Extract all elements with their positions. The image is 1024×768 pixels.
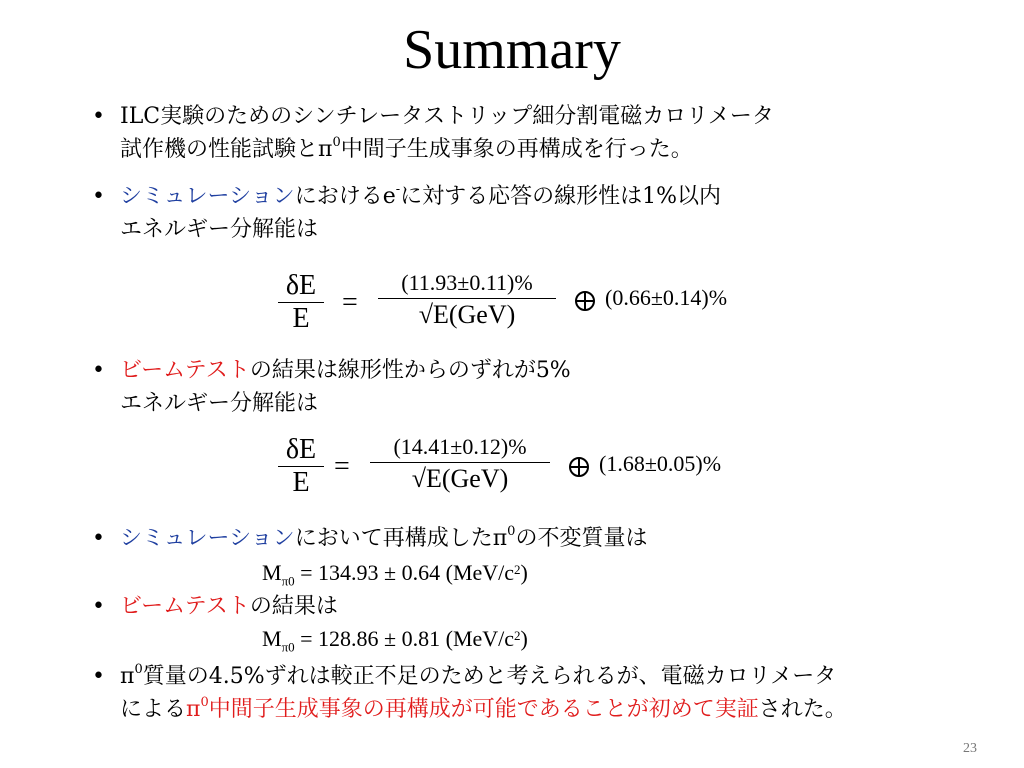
equals-sign: = [334,451,350,482]
beamtest-label: ビームテスト [120,358,250,383]
constant-term: (1.68±0.05)% [599,451,722,476]
bullet-4-line-1: シミュレーションにおいて再構成した$\pi^0$の不変質量は [120,524,648,551]
bullet-1-line-1: ILC実験のためのシンチレータストリップ細分割電磁カロリメータ [120,104,774,129]
page-number: 23 [963,741,977,756]
mass-sim: $M_{\pi 0} = 134.93 \pm 0.64$ $(MeV/c^2)$ [262,560,528,589]
bullet-5-line-1: ビームテストの結果は [120,594,338,619]
bullet-marker: • [92,594,105,619]
oplus-icon [575,291,595,311]
bullet-2-line-1: シミュレーションにおけるe-に対する応答の線形性は1%以内 [120,182,722,209]
bullet-2 [92,180,992,246]
lhs-fraction: δE E [278,434,324,499]
equals-sign: = [342,287,358,318]
bullet-1-line-2: 試作機の性能試験と$\pi^0$中間子生成事象の再構成を行った。 [120,135,693,162]
bullet-2-line-2: エネルギー分解能は [120,217,319,242]
stochastic-term: (11.93±0.11)% √E(GeV) [378,268,556,331]
bullet-marker: • [92,526,105,551]
slide-title: Summary [403,19,621,81]
bullet-marker: • [92,184,105,209]
bullet-3 [92,354,992,420]
bullet-6-line-2: による$\pi^0$中間子生成事象の再構成が可能であることが初めて実証された。 [120,695,847,722]
bullet-marker: • [92,358,105,383]
simulation-label: シミュレーション [120,184,295,209]
constant-term: (0.66±0.14)% [605,285,728,310]
bullet-marker: • [92,104,105,129]
conclusion-highlight: $\pi^0$中間子生成事象の再構成が可能であることが初めて実証 [186,695,759,722]
bullet-5 [92,590,992,623]
bullet-4 [92,522,992,555]
stochastic-term: (14.41±0.12)% √E(GeV) [370,432,550,495]
lhs-fraction: δE E [278,270,324,335]
bullet-6 [92,660,992,726]
beamtest-label: ビームテスト [120,594,250,619]
bullet-1 [92,100,992,166]
bullet-3-line-1: ビームテストの結果は線形性からのずれが5% [120,358,571,383]
bullet-marker: • [92,664,105,689]
bullet-3-line-2: エネルギー分解能は [120,391,319,416]
oplus-icon [569,457,589,477]
bullet-6-line-1: $\pi^0$質量の4.5%ずれは較正不足のためと考えられるが、電磁カロリメータ [120,662,837,689]
simulation-label: シミュレーション [120,526,295,551]
mass-beamtest: $M_{\pi 0} = 128.86 \pm 0.81$ $(MeV/c^2)$ [262,626,528,655]
